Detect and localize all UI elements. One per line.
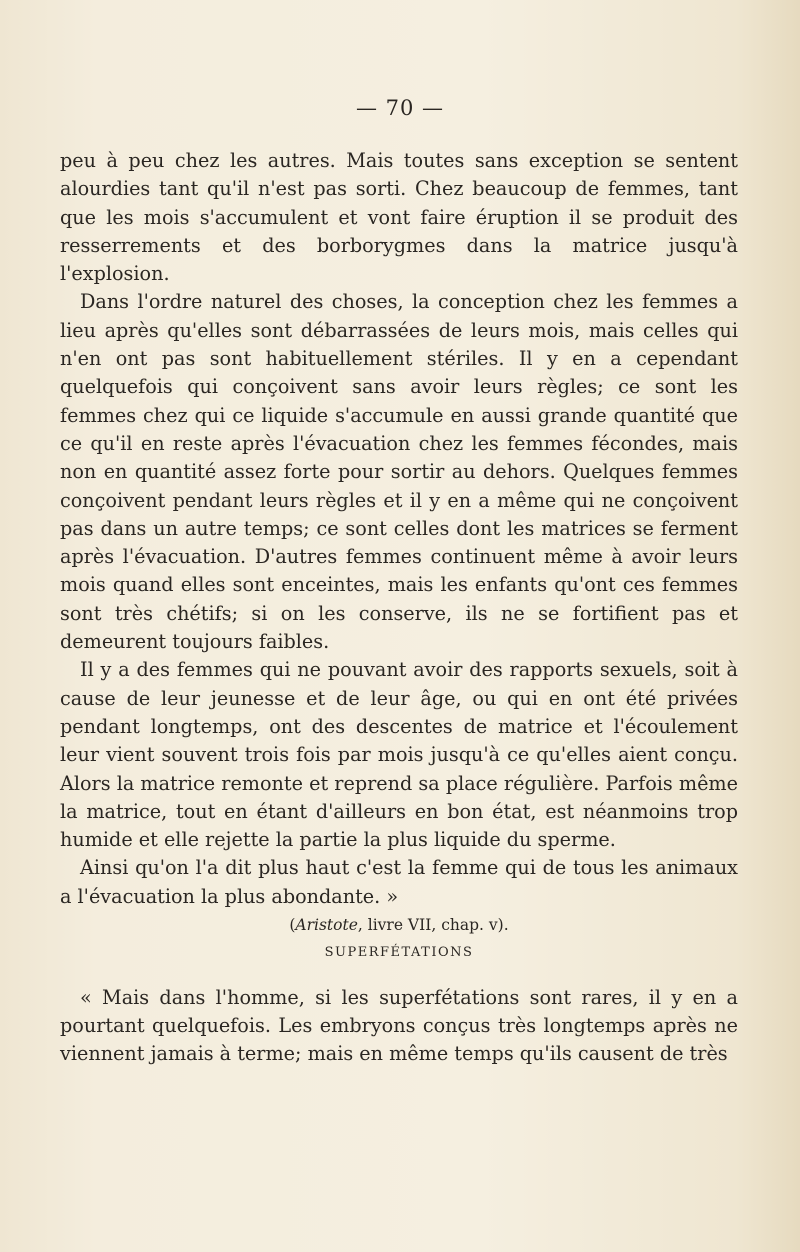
paragraph-descentes: Il y a des femmes qui ne pouvant avoir des rapports sexuels, soit à cause de leur jeunesse et de leur âge, ou qui en ont été privées pendant longtemps, ont des descentes de matrice et l'écoulement leur vient souvent trois fois par mois jusqu'à ce qu'elles aient conçu. Alors la matrice remonte et reprend sa place régulière. Parfois même la matrice, tout en étant d'ailleurs en bon état, est néanmoins trop humide et elle rejette la partie la plus liquide du sperme. — [60, 658, 738, 852]
section-heading: SUPERFÉTATIONS — [324, 945, 474, 961]
paragraph-conclusion: Ainsi qu'on l'a dit plus haut c'est la femme qui de tous les animaux a l'évacuation la plus abondante. » — [60, 856, 738, 908]
paragraph-superfetations: « Mais dans l'homme, si les superfétations sont rares, il y en a pourtant quelquefois. Les embryons conçus très longtemps après ne viennent jamais à terme; mais en même temps qu'ils causent de très — [60, 985, 738, 1066]
source-author: Aristote — [295, 916, 358, 935]
paragraph-continued: peu à peu chez les autres. Mais toutes sans exception se sentent alourdies tant qu'il n'est pas sorti. Chez beaucoup de femmes, tant que les mois s'accumulent et vont faire éruption il se produit des resserrements et des borborygmes dans la matrice jusqu'à l'explosion. — [60, 149, 738, 286]
source-open: ( — [289, 916, 296, 935]
page-number: — 70 — — [355, 96, 445, 120]
source-citation — [60, 911, 738, 939]
paragraph-conception: Dans l'ordre naturel des choses, la conception chez les femmes a lieu après qu'elles sont débarrassées de leurs mois, mais celles qui n'en ont pas sont habituellement stériles. Il y en a cependant quelquefois qui conçoivent sans avoir leurs règles; ce sont les femmes chez qui ce liquide s'accumule en aussi grande quantité que ce qu'il en reste après l'évacuation chez les femmes fécondes, mais non en quantité assez forte pour sortir au dehors. Quelques femmes conçoivent pendant leurs règles et il y en a même qui ne conçoivent pas dans un autre temps; ce sont celles dont les matrices se ferment après l'évacuation. D'autres femmes continuent même à avoir leurs mois quand elles sont enceintes, mais les enfants qu'ont ces femmes sont très chétifs; si on les conserve, ils ne se fortifient pas et demeurent toujours faibles. — [60, 290, 738, 654]
source-rest: , livre VII, chap. v). — [357, 916, 509, 935]
main-text — [60, 147, 738, 1069]
